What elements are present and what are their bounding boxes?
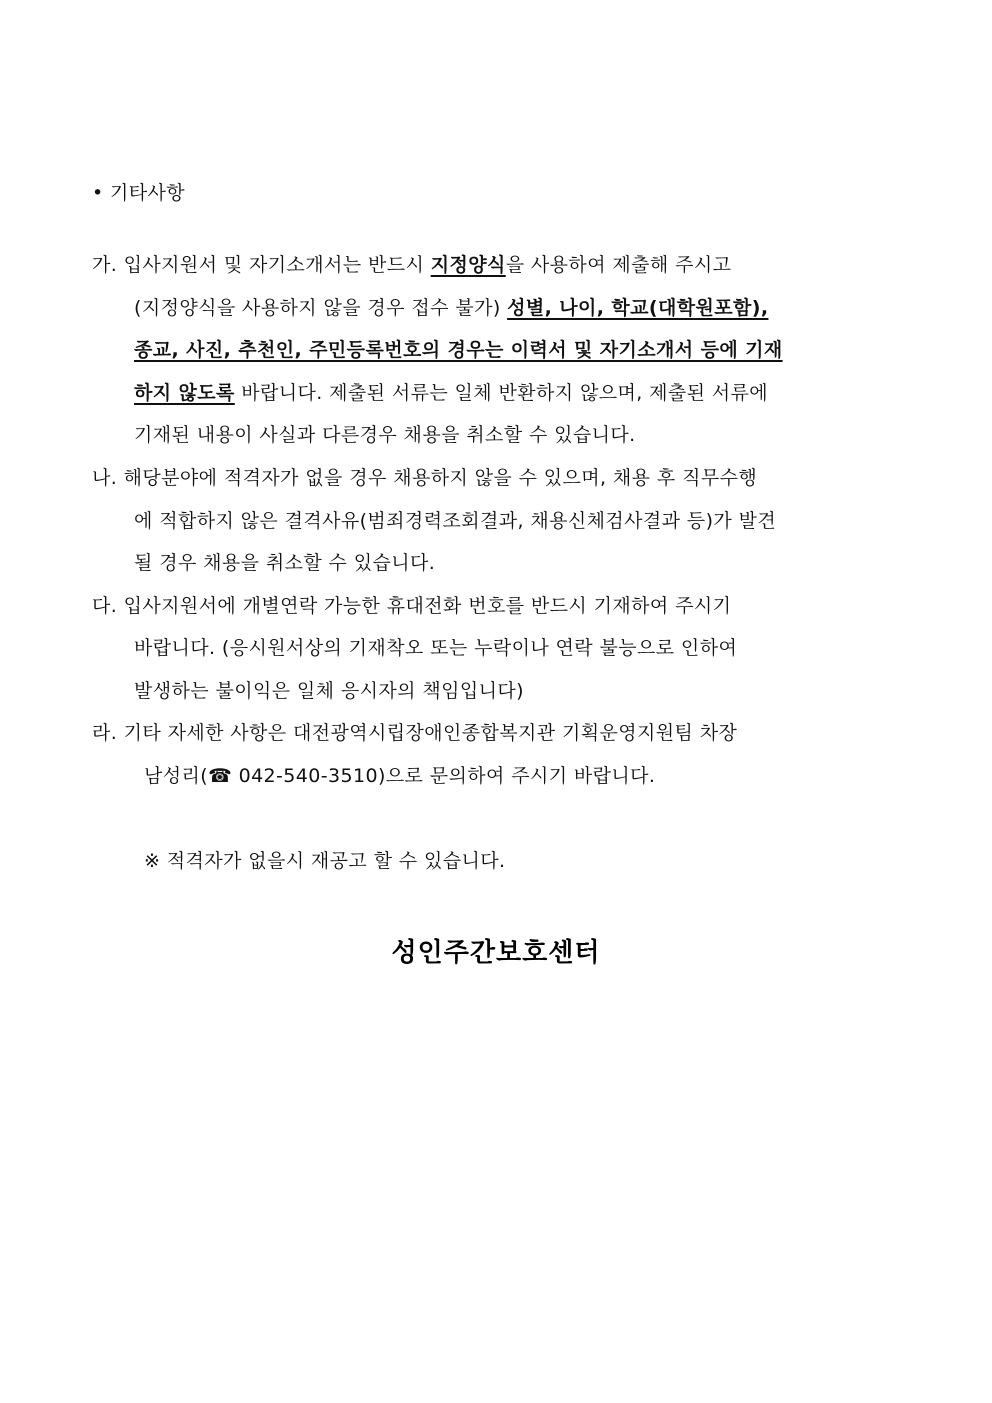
item-na-line-1: 나. 해당분야에 적격자가 없을 경우 채용하지 않을 수 있으며, 채용 후 직무수행 <box>92 467 758 489</box>
reannouncement-note: ※ 적격자가 없을시 재공고 할 수 있습니다. <box>144 850 506 872</box>
designated-form-emphasis: 지정양식 <box>430 254 506 276</box>
item-ga-line-5: 기재된 내용이 사실과 다른경우 채용을 취소할 수 있습니다. <box>134 424 636 446</box>
item-ga-line-1-text-c: 을 사용하여 제출해 주시고 <box>505 254 732 276</box>
item-ga-line-2 <box>134 295 768 321</box>
item-ga-line-4 <box>134 380 768 406</box>
item-na-line-3: 될 경우 채용을 취소할 수 있습니다. <box>134 552 436 574</box>
item-ga-line-2-text-a: (지정양식을 사용하지 않을 경우 접수 불가) <box>134 297 508 319</box>
organization-name: 성인주간보호센터 <box>391 938 601 968</box>
item-na-line-2: 에 적합하지 않은 결격사유(범죄경력조회결과, 채용신체검사결과 등)가 발견 <box>134 510 777 532</box>
item-ra-line-2: 남성리(☎ 042-540-3510)으로 문의하여 주시기 바랍니다. <box>144 765 656 787</box>
item-da-line-2: 바랍니다. (응시원서상의 기재착오 또는 누락이나 연락 불능으로 인하여 <box>134 637 738 659</box>
item-da-line-3: 발생하는 불이익은 일체 응시자의 책임입니다) <box>134 680 524 702</box>
excluded-info-emphasis-1: 성별, 나이, 학교(대학원포함), <box>507 297 769 319</box>
item-ga-line-4-text-b: 바랍니다. 제출된 서류는 일체 반환하지 않으며, 제출된 서류에 <box>234 382 769 404</box>
item-ga-line-1 <box>92 252 731 278</box>
item-ra-line-1: 라. 기타 자세한 사항은 대전광역시립장애인종합복지관 기획운영지원팀 차장 <box>92 722 738 744</box>
section-heading: • 기타사항 <box>92 182 186 204</box>
excluded-info-emphasis-3: 하지 않도록 <box>134 382 235 404</box>
item-ga-line-1-text-a: 가. 입사지원서 및 자기소개서는 반드시 <box>92 254 431 276</box>
excluded-info-emphasis-2: 종교, 사진, 추천인, 주민등록번호의 경우는 이력서 및 자기소개서 등에 기재 <box>134 339 783 361</box>
item-da-line-1: 다. 입사지원서에 개별연락 가능한 휴대전화 번호를 반드시 기재하여 주시기 <box>92 595 732 617</box>
